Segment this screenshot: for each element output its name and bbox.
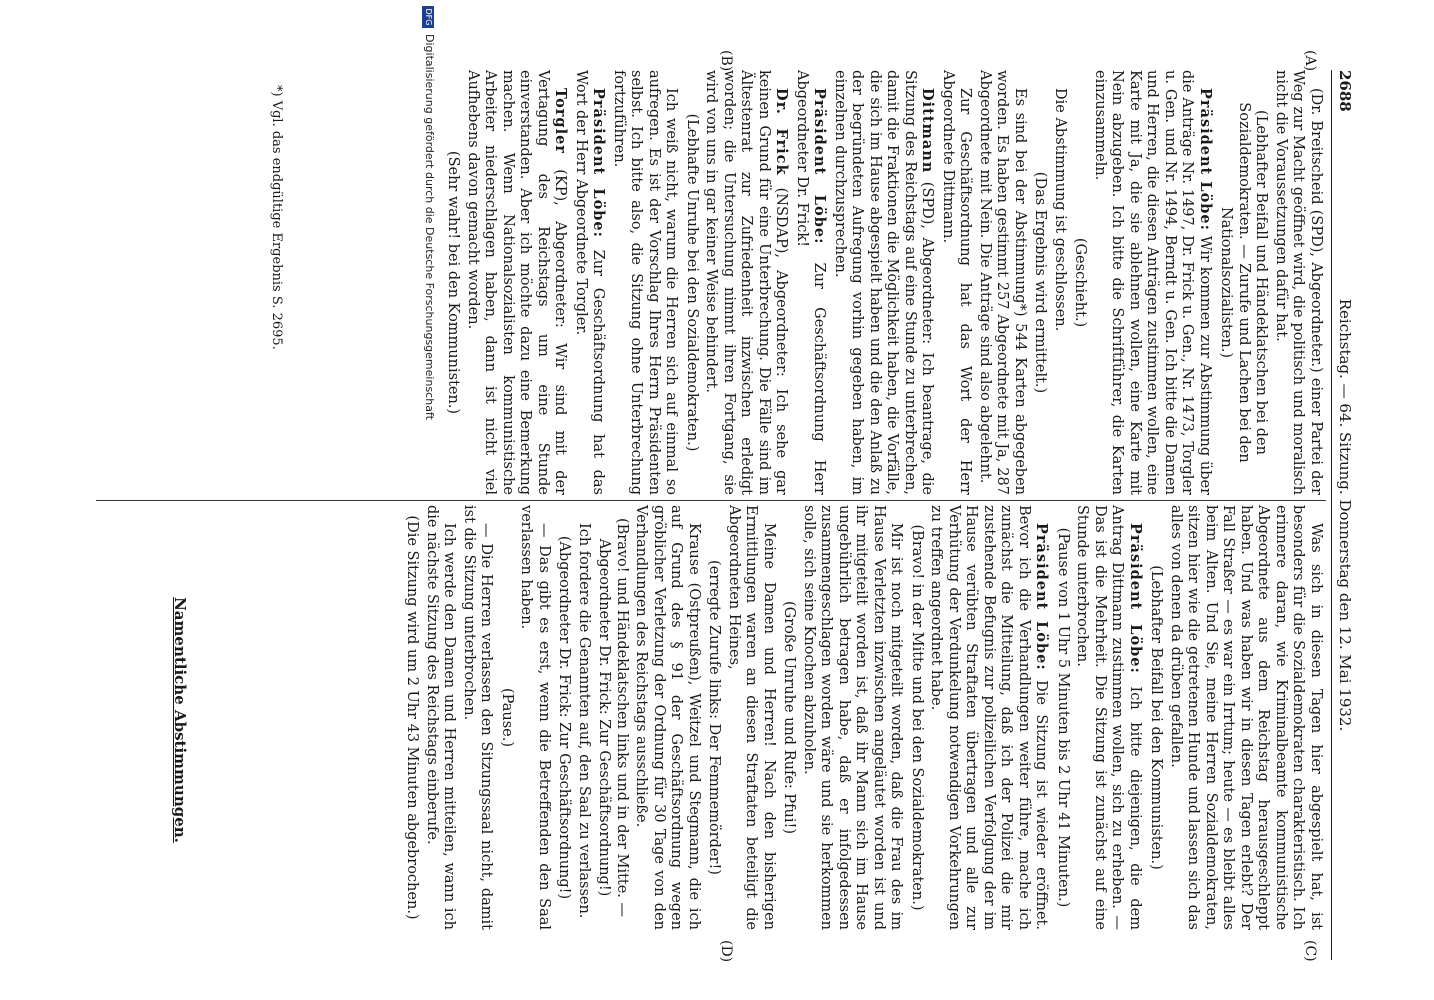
margin-marker-b: (B) <box>718 50 734 72</box>
speech-paragraph <box>464 70 570 495</box>
left-text-column <box>441 70 1324 495</box>
text-paragraph: Es sind bei der Abstimmung*) 544 Karten abgegeben worden. Es haben gestimmt 257 Abgeordnete mit Ja, 287 Abgeordnete mit Nein. Die Anträge sind also abgelehnt. <box>977 70 1028 495</box>
speech-text: Zur Geschäftsordnung Herr Abgeordneter Dr. Frick! <box>794 70 828 495</box>
speaker-name: Präsident Löbe: <box>1033 523 1051 671</box>
speech-paragraph <box>831 70 937 495</box>
speech-paragraph <box>702 70 791 495</box>
text-paragraph: Mir ist noch mitgeteilt worden, daß die Frau des im Hause Verletzten inzwischen angeläutet worden ist und ihr mitgeteilt worden ist, daß ihr Mann sich im Hause ungebührlich betragen habe, daß er infolgedessen zusammengeschlagen worden wäre und sie herkommen solle, sich seine Knochen abzuholen. <box>801 505 905 930</box>
right-text-column <box>400 505 1324 930</box>
margin-marker-c: (C) <box>1302 940 1318 962</box>
audience-reaction: (Pause von 1 Uhr 5 Minuten bis 2 Uhr 41 Minuten.) <box>1055 527 1071 908</box>
text-paragraph: — Die Herren verlassen den Sitzungssaal nicht, damit ist die Sitzung unterbrochen. <box>461 505 495 930</box>
audience-reaction: (Bravo! und Händeklatschen links und in der Mitte. — Abgeordneter Dr. Frick: Zur Geschäftsordnung!) <box>596 517 630 918</box>
audience-reaction: (erregte Zurufe links: Der Femmemörder!) <box>706 560 723 875</box>
text-paragraph: Ich weiß nicht, warum die Herren sich auf einmal so aufregen. Es ist der Vorschlag Ihres Herrn Präsidenten selbst. Ich bitte also, die Sitzung ohne Unterbrechung fortzuführen. <box>611 70 680 495</box>
audience-reaction: (Lebhafter Beifall bei den Kommunisten.) <box>1148 565 1165 870</box>
speaker-name: Dittmann <box>919 88 937 174</box>
audience-reaction: (Geschieht.) <box>1072 237 1089 328</box>
audience-reaction: (Bravo! in der Mitte und bei den Sozialdemokraten.) <box>909 524 925 911</box>
speaker-name: Torgler <box>552 88 570 154</box>
credit-note: Digitalisierung gefördert durch die Deutsche Forschungsgemeinschaft <box>423 34 436 420</box>
speech-text: Ich bitte diejenigen, die dem Antrag Dittmann zustimmen wollen, sich zu erheben. — Das ist die Mehrheit. Die Sitzung ist zunächst auf eine Stunde unterbrochen. <box>1074 505 1143 930</box>
text-paragraph: Ich werde den Damen und Herren mitteilen, wann ich die nächste Sitzung des Reichstags einberufe. <box>424 505 458 930</box>
text-paragraph: Ich fordere die Genannten auf, den Saal zu verlassen. <box>576 523 592 919</box>
audience-reaction: (Große Unruhe und Rufe: Pfui!) <box>781 601 798 834</box>
text-paragraph: Meine Damen und Herren! Nach den bisherigen Ermittlungen waren an diesen Straftaten beteiligt die Abgeordneten Heines, <box>726 505 777 930</box>
speaker-name: Präsident Löbe: <box>1197 88 1214 231</box>
speech-text: Zur Geschäftsordnung hat das Wort der Herr Abgeordnete Torgler. <box>573 70 607 495</box>
audience-reaction: (Das Ergebnis wird ermittelt.) <box>1032 171 1049 394</box>
text-paragraph: — Das gibt es erst, wenn die Betreffenden den Saal verlassen haben. <box>518 505 552 930</box>
page-header <box>1331 70 1354 960</box>
margin-marker-d: (D) <box>718 940 734 963</box>
text-paragraph: Was sich in diesen Tagen hier abgespielt hat, ist besonders für die Sozialdemokraten charakteristisch. Ich erinnere daran, wie Kriminalbeamte kommunistische Abgeordnete aus dem Reichstag herausgeschleppt haben. Und was haben wir in diesen Tagen erlebt? Der Fall Straßer — es war ein Irrtum; heute — es bleibt alles beim Alten. Und Sie, meine Herren Sozialdemokraten, sitzen hier wie die getretenen Hunde und lassen sich das alles von denen da drüben gefallen. <box>1168 505 1324 930</box>
audience-reaction: (Sehr wahr! bei den Kommunisten.) <box>445 150 462 415</box>
text-paragraph: Krause (Ostpreußen), Weitzel und Stegmann, die ich auf Grund des § 91 der Geschäftsordnung wegen gröblicher Verletzung der Ordnung für 30 Tage von den Verhandlungen des Reichstags ausschließe. <box>633 505 702 930</box>
audience-reaction: (Lebhafter Beifall und Händeklatschen bei den Sozialdemokraten. — Zurufe und Lachen bei den Nationalsozialisten.) <box>1218 102 1270 463</box>
audience-reaction: (Abgeordneter Dr. Frick: Zur Geschäftsordnung!) <box>556 535 573 900</box>
speaker-name: Präsident Löbe: <box>590 88 608 238</box>
speech-paragraph <box>1073 505 1144 930</box>
audience-reaction: (Die Sitzung wird um 2 Uhr 43 Minuten abgebrochen.) <box>404 515 421 920</box>
text-paragraph: Die Abstimmung ist geschlossen. <box>1052 88 1068 332</box>
column-divider <box>96 500 1326 501</box>
section-heading: Namentliche Abstimmungen. <box>171 597 189 843</box>
text-paragraph: (Dr. Breitscheid (SPD), Abgeordneter.) einer Partei der Weg zur Macht geöffnet wird, die politisch und moralisch nicht die Voraussetzungen dafür hat. <box>1273 70 1324 495</box>
text-paragraph: Zur Geschäftsordnung hat das Wort der Herr Abgeordnete Dittmann. <box>940 70 974 495</box>
speech-paragraph <box>793 70 829 495</box>
digitization-credit <box>414 0 440 1000</box>
dfg-logo: DFG <box>422 6 434 28</box>
speech-paragraph <box>572 70 608 495</box>
page-number: 2688 <box>1336 70 1354 112</box>
speech-text: (SPD), Abgeordneter: Ich beantrage, die Sitzung des Reichstags auf eine Stunde zu unterbrechen, damit die Fraktionen die Möglichkeit haben, die Vorfälle, die sich im Hause abgespielt haben und die den Anlaß zu der begründeten Aufregung vorhin gegeben haben, im einzelnen durchzusprechen. <box>832 70 936 495</box>
audience-reaction: (Pause.) <box>499 687 515 748</box>
speech-text: (KP), Abgeordneter: Wir sind mit der Vertagung des Reichstags um eine Stunde einverstanden. Aber ich möchte dazu eine Bemerkung machen. Wenn Nationalsozialisten kommunistische Arbeiter niederschlagen haben, dann ist nicht viel Aufhebens davon gemacht worden. <box>465 70 569 496</box>
speech-text: (NSDAP), Abgeordneter: Ich sehe gar keinen Grund für eine Unterbrechung. Die Fälle sind im Ältestenrat zur Zufriedenheit inzwischen erledigt worden; die Untersuchung nimmt ihren Fortgang, sie wird von uns in gar keiner Weise behindert. <box>703 70 790 495</box>
footnote: *) Vgl. das endgültige Ergebnis S. 2695. <box>269 85 284 350</box>
speaker-name: Präsident Löbe: <box>811 88 829 245</box>
speech-text: Wir kommen zur Abstimmung über die Anträge Nr. 1497, Dr. Frick u. Gen., Nr. 1473, Torgler u. Gen. und Nr. 1494, Berndt u. Gen. Ich bitte die Damen und Herren, die diesen Anträgen zustimmen wollen, eine Karte mit Ja, die sie ablehnen wollen, eine Karte mit Nein abzugeben. Ich bitte die Schriftführer, die Karten einzusammeln. <box>1092 70 1213 496</box>
speaker-name: Dr. Frick <box>773 88 791 176</box>
speech-text: Die Sitzung ist wieder eröffnet. Bevor ich die Verhandlungen weiter führe, mache ich zunächst die Mitteilung, daß ich der Polizei die mir zustehende Befugnis zur polizeilichen Verfolgung der im Hause verübten Straftaten übertragen und alle zur Verhütung der Verdunkelung notwendigen Vorkehrungen zu treffen angeordnet habe. <box>928 505 1050 930</box>
margin-marker-a: (A) <box>1302 50 1318 72</box>
speaker-name: Präsident Löbe: <box>1127 523 1144 674</box>
speech-paragraph <box>1091 70 1215 495</box>
running-title: Reichstag. — 64. Sitzung. Donnerstag den 12. Mai 1932. <box>1336 298 1354 732</box>
speech-paragraph <box>927 505 1051 930</box>
audience-reaction: (Lebhafte Unruhe bei den Sozialdemokraten.) <box>684 113 700 452</box>
